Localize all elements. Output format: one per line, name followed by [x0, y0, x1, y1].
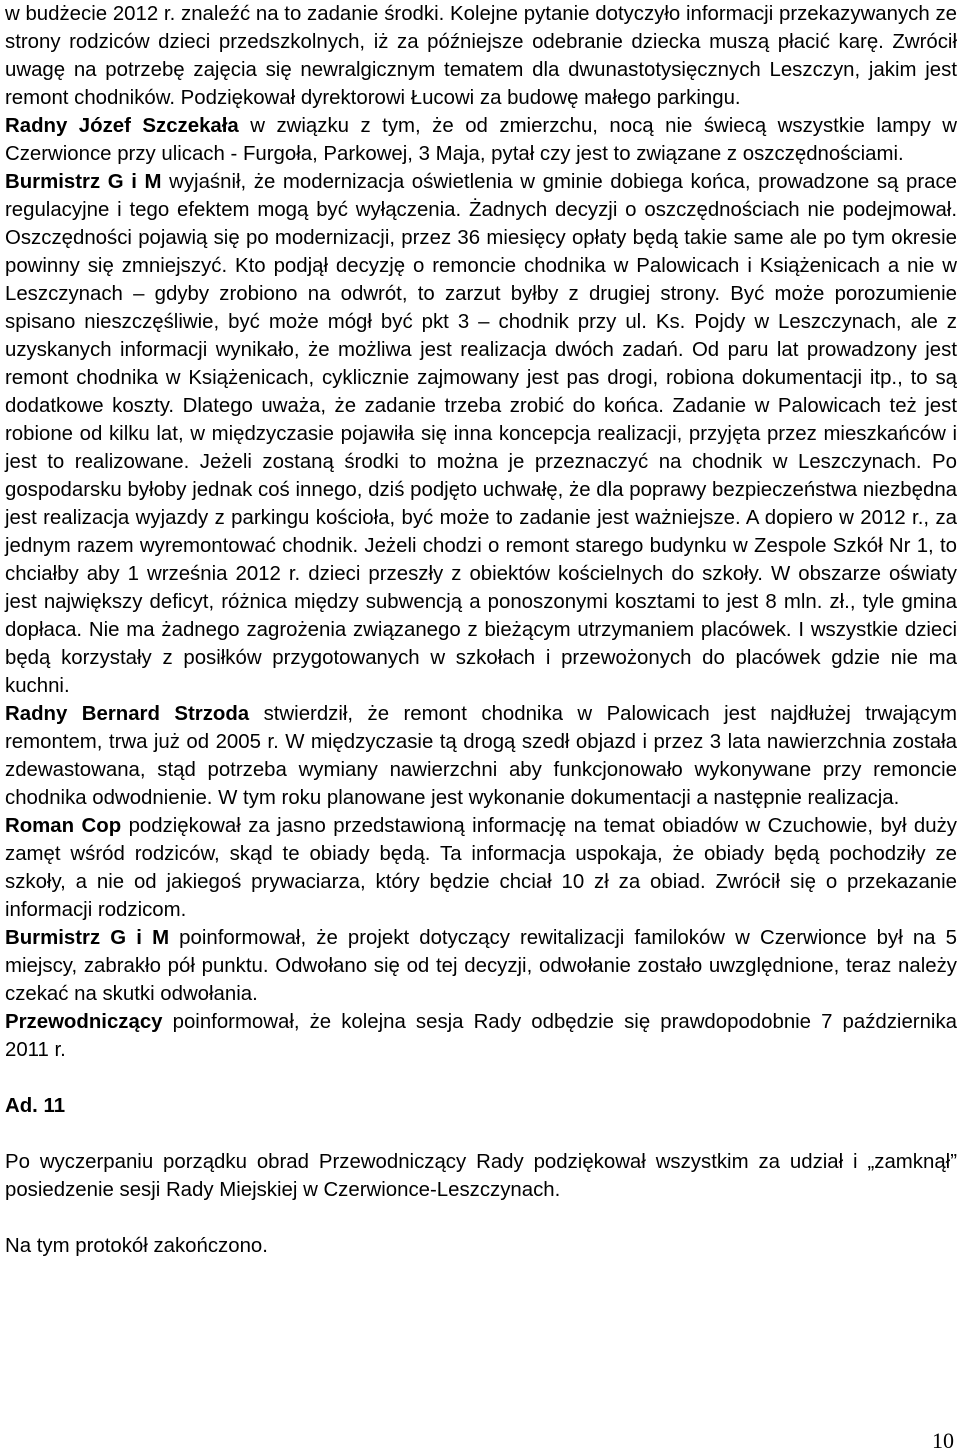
paragraph-text: w związku z tym, że od zmierzchu, nocą nie świecą wszystkie lampy w Czerwionce przy ulicach - Furgoła, Parkowej, 3 Maja, pytał czy jest to związane z oszczędnościami.: [5, 115, 957, 165]
speaker-name: Radny Józef Szczekała: [5, 115, 239, 137]
paragraph-text: poinformował, że kolejna sesja Rady odbędzie się prawdopodobnie 7 października 2011 r.: [5, 1011, 957, 1061]
paragraph-intro: w budżecie 2012 r. znaleźć na to zadanie środki. Kolejne pytanie dotyczyło informacji przekazywanych ze strony rodziców dzieci przedszkolnych, iż za późniejsze odebranie dziecka muszą płacić karę. Zwrócił uwagę na potrzebę zajęcia się newralgicznym tematem dla dwunastotysięcznych Leszczyn, jakim jest remont chodników. Podziękował dyrektorowi Łucowi za budowę małego parkingu.: [5, 3, 957, 109]
spacer: [5, 1064, 957, 1092]
page-number: 10: [932, 1428, 954, 1453]
section-heading-ad-11: Ad. 11: [5, 1095, 66, 1117]
paragraph-text: poinformował, że projekt dotyczący rewitalizacji familoków w Czerwionce był na 5 miejscy, zabrakło pół punktu. Odwołano się od tej decyzji, odwołanie zostało uwzględnione, teraz należy czekać na skutki odwołania.: [5, 927, 957, 1005]
paragraph-burmistrz-1: [5, 168, 957, 700]
speaker-name: Roman Cop: [5, 815, 122, 837]
speaker-name: Burmistrz G i M: [5, 171, 162, 193]
spacer: [5, 1204, 957, 1232]
document-page: [5, 0, 957, 1260]
paragraph-burmistrz-2: [5, 924, 957, 1008]
paragraph-text: stwierdził, że remont chodnika w Palowicach jest najdłużej trwającym remontem, trwa już od 2005 r. W międzyczasie tą drogą szedł objazd i przez 3 lata nawierzchnia została zdewastowana, stąd potrzeba wymiany nawierzchni aby funkcjonowało wykonywane przy remoncie chodnika odwodnienie. W tym roku planowane jest wykonanie dokumentacji a następnie realizacja.: [5, 703, 957, 809]
paragraph-text: podziękował za jasno przedstawioną informację na temat obiadów w Czuchowie, był duży zamęt wśród rodziców, skąd te obiady będą. Ta informacja uspokaja, że obiady będą pochodziły ze szkoły, a nie od jakiegoś prywaciarza, który będzie chciał 10 zł za obiad. Zwrócił się o przekazanie informacji rodzicom.: [5, 815, 957, 921]
speaker-name: Radny Bernard Strzoda: [5, 703, 250, 725]
speaker-name: Przewodniczący: [5, 1011, 163, 1033]
paragraph-final: Na tym protokół zakończono.: [5, 1235, 268, 1257]
paragraph-przewodniczacy: [5, 1008, 957, 1064]
paragraph-text: wyjaśnił, że modernizacja oświetlenia w gminie dobiega końca, prowadzone są prace regulacyjne i tego efektem mogą być wyłączenia. Żadnych decyzji o oszczędnościach nie podejmował. Oszczędności pojawią się po modernizacji, przez 36 miesięcy opłaty będą takie same ale po tym okresie powinny się zmniejszyć. Kto podjął decyzję o remoncie chodnika w Palowicach i Książenicach a nie w Leszczynach – gdyby zrobiono na odwrót, to zarzut byłby z drugiej strony. Być może porozumienie spisano nieszczęśliwie, być może mógł być pkt 3 – chodnik przy ul. Ks. Pojdy w Leszczynach, ale z uzyskanych informacji wynikało, że możliwa jest realizacja dwóch zadań. Od paru lat prowadzony jest remont chodnika w Książenicach, cyklicznie zajmowany jest pas drogi, robiona dokumentacji itp., to są dodatkowe koszty. Dlatego uważa, że zadanie trzeba zrobić do końca. Zadanie w Palowicach też jest robione od kilku lat, w międzyczasie pojawiła się inna koncepcja realizacji, przyjęta przez mieszkańców i jest to realizowane. Jeżeli zostaną środki to można je przeznaczyć na chodnik w Leszczynach. Po gospodarsku byłoby jednak coś innego, dziś podjęto uchwałę, że dla poprawy bezpieczeństwa niezbędna jest realizacja wyjazdy z parkingu kościoła, być może to zadanie jest ważniejsze. A dopiero w 2012 r., za jednym razem wyremontować chodnik. Jeżeli chodzi o remont starego budynku w Zespole Szkół Nr 1, to chciałby aby 1 września 2012 r. dzieci przeszły z obiektów kościelnych do szkoły. W obszarze oświaty jest największy deficyt, różnica między subwencją a ponoszonymi kosztami to jest 8 mln. zł., tyle gmina dopłaca. Nie ma żadnego zagrożenia związanego z bieżącym utrzymaniem placówek. I wszystkie dzieci będą korzystały z posiłków przygotowanych w szkołach i przewożonych do placówek gdzie nie ma kuchni.: [5, 171, 957, 697]
paragraph-closing: Po wyczerpaniu porządku obrad Przewodniczący Rady podziękował wszystkim za udział i „zamknął” posiedzenie sesji Rady Miejskiej w Czerwionce-Leszczynach.: [5, 1151, 957, 1201]
paragraph-szczekala: [5, 112, 957, 168]
paragraph-cop: [5, 812, 957, 924]
paragraph-strzoda: [5, 700, 957, 812]
speaker-name: Burmistrz G i M: [5, 927, 170, 949]
spacer: [5, 1120, 957, 1148]
